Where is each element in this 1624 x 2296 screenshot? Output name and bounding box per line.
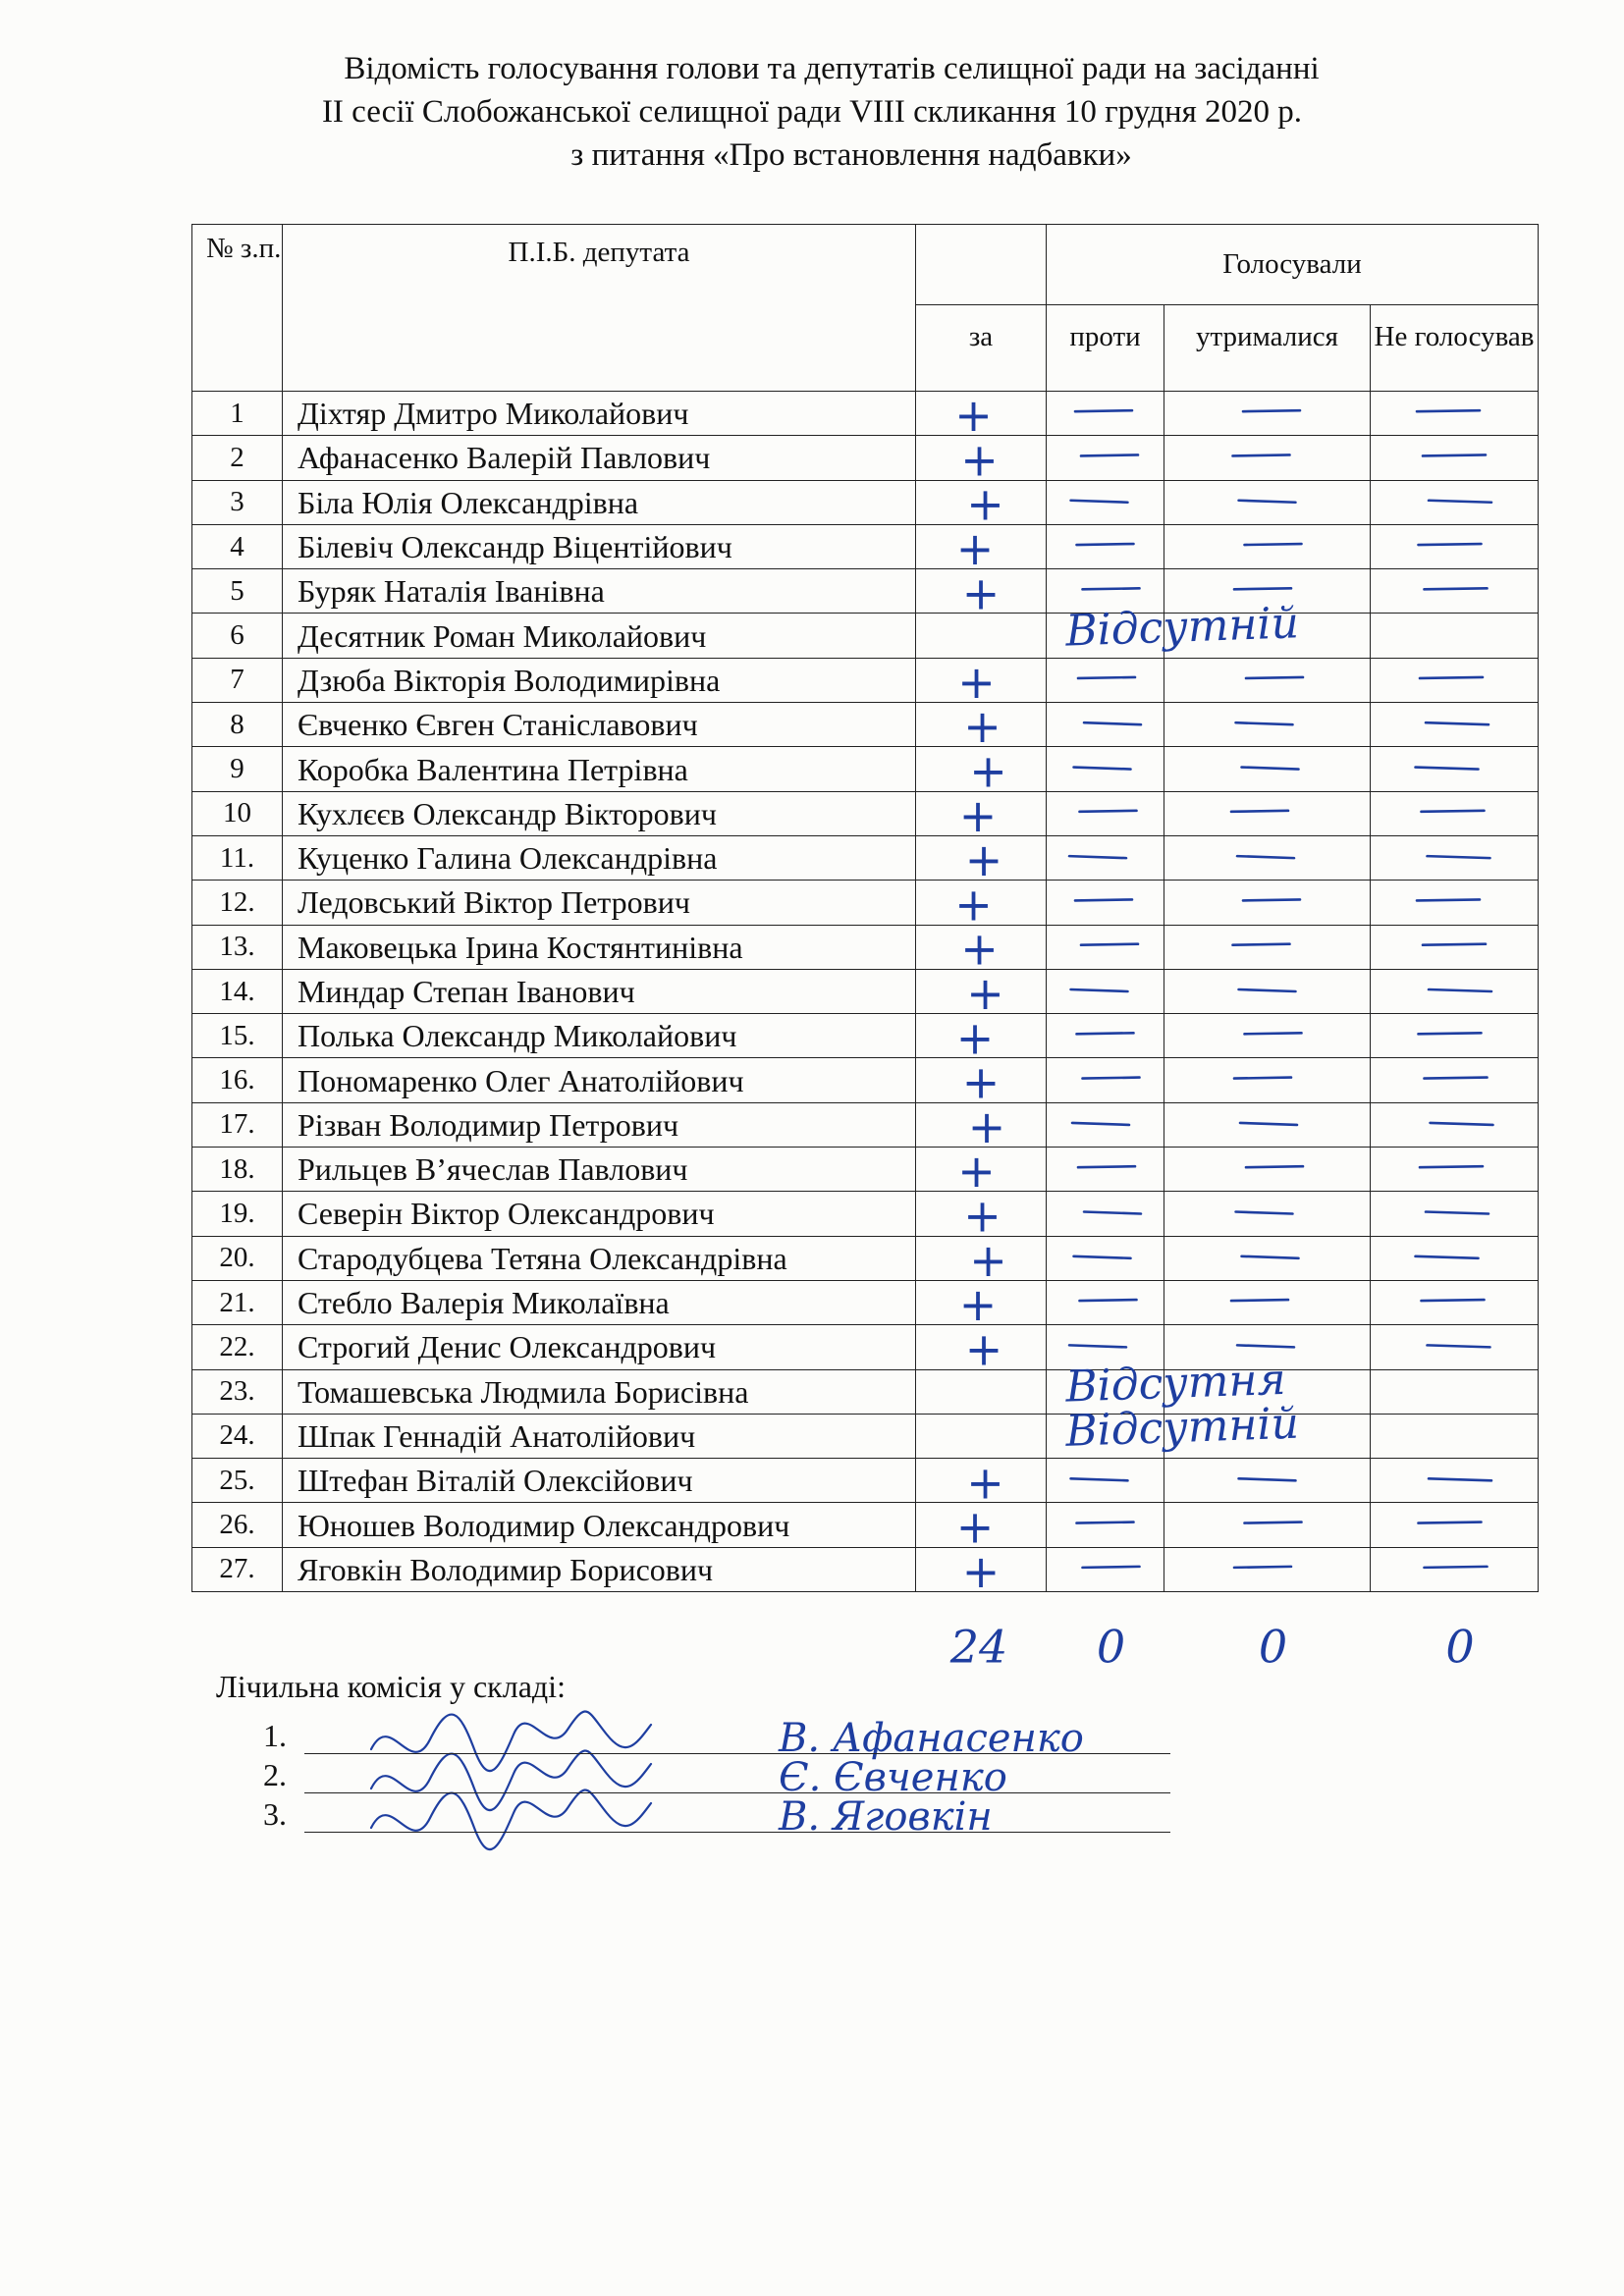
row-number: 16.: [192, 1058, 283, 1102]
signature-underline: [304, 1832, 1170, 1833]
row-number: 26.: [192, 1503, 283, 1547]
deputy-name: Штефан Віталій Олексійович: [283, 1459, 916, 1503]
vote-mark-dash: [1069, 856, 1126, 858]
vote-mark-dash: [1240, 1123, 1297, 1125]
commission-member-name: В. Яговкін: [779, 1794, 993, 1840]
vote-mark-dash: [1428, 1345, 1490, 1347]
commission-member-name: В. Афанасенко: [779, 1716, 1084, 1761]
deputy-name: Куценко Галина Олександрівна: [283, 835, 916, 880]
vote-mark-dash: [1428, 856, 1490, 858]
deputy-name: Кухлєєв Олександр Вікторович: [283, 791, 916, 835]
vote-total-ne_golosuvav: 0: [1445, 1620, 1475, 1674]
vote-mark-for: +: [954, 878, 993, 932]
vote-total-proty: 0: [1096, 1620, 1126, 1674]
header-number: № з.п.: [192, 225, 283, 392]
row-number: 19.: [192, 1192, 283, 1236]
vote-mark-dash: [1234, 588, 1291, 589]
vote-mark-dash: [1245, 544, 1302, 545]
vote-mark-for: +: [954, 389, 993, 443]
deputy-name: Різван Володимир Петрович: [283, 1102, 916, 1147]
vote-mark-dash: [1080, 811, 1137, 812]
deputy-name: Рильцев В’ячеслав Павлович: [283, 1148, 916, 1192]
deputy-name: Діхтяр Дмитро Миколайович: [283, 392, 916, 436]
deputy-name: Десятник Роман Миколайович: [283, 614, 916, 658]
vote-mark-dash: [1075, 899, 1132, 900]
vote-mark-dash: [1074, 768, 1131, 770]
vote-mark-for: +: [967, 1099, 1006, 1153]
commission-member-name: Є. Євченко: [779, 1755, 1007, 1800]
vote-mark-dash: [1243, 410, 1300, 411]
absent-note: Відсутня: [1064, 1354, 1287, 1413]
deputy-name: Стародубцева Тетяна Олександрівна: [283, 1236, 916, 1280]
vote-mark-dash: [1242, 768, 1299, 770]
vote-mark-dash: [1419, 1033, 1482, 1034]
vote-mark-dash: [1416, 1256, 1479, 1258]
vote-mark-dash: [1422, 1300, 1485, 1301]
vote-mark-dash: [1416, 768, 1479, 770]
vote-mark-dash: [1233, 454, 1290, 455]
vote-mark-dash: [1231, 1300, 1288, 1301]
vote-mark-for: +: [963, 1189, 1001, 1243]
deputy-name: Маковецька Ірина Костянтинівна: [283, 925, 916, 969]
signature-underline: [304, 1792, 1170, 1793]
vote-mark-dash: [1425, 1567, 1488, 1568]
vote-mark-for: +: [966, 1456, 1004, 1510]
vote-mark-dash: [1423, 454, 1486, 455]
vote-mark-dash: [1077, 1522, 1134, 1523]
vote-mark-dash: [1246, 1166, 1303, 1167]
vote-mark-dash: [1234, 1078, 1291, 1079]
vote-mark-dash: [1237, 856, 1294, 858]
vote-mark-for: +: [955, 1011, 995, 1065]
vote-mark-for: +: [969, 1233, 1007, 1287]
vote-mark-dash: [1420, 677, 1483, 678]
deputy-name: Дзюба Вікторія Володимирівна: [283, 658, 916, 702]
signature-index: 1.: [263, 1718, 287, 1753]
vote-mark-dash: [1083, 1567, 1140, 1568]
row-number: 10: [192, 791, 283, 835]
signature-underline: [304, 1753, 1170, 1754]
absent-note: Відсутній: [1064, 598, 1300, 657]
vote-mark-for: +: [960, 922, 999, 976]
title-line-2: ІІ сесії Слобожанської селищної ради VIII скликання 10 грудня 2020 р.: [321, 94, 1303, 130]
deputy-name: Шпак Геннадій Анатолійович: [283, 1414, 916, 1458]
row-number: 11.: [192, 835, 283, 880]
row-number: 24.: [192, 1414, 283, 1458]
vote-mark-dash: [1083, 1078, 1140, 1079]
vote-mark-dash: [1078, 677, 1135, 678]
deputy-name: Строгий Денис Олександрович: [283, 1325, 916, 1369]
vote-mark-dash: [1074, 1256, 1131, 1258]
row-number: 22.: [192, 1325, 283, 1369]
vote-mark-dash: [1420, 1166, 1483, 1167]
vote-mark-dash: [1239, 1478, 1296, 1480]
vote-mark-dash: [1419, 1522, 1482, 1523]
header-deputy-name: П.І.Б. депутата: [283, 225, 916, 392]
vote-mark-for: +: [966, 477, 1004, 531]
vote-mark-dash: [1243, 899, 1300, 900]
vote-mark-dash: [1071, 989, 1128, 991]
vote-mark-dash: [1080, 1300, 1137, 1301]
header-voted: Голосували: [1047, 225, 1539, 305]
deputy-name: Стебло Валерія Миколаївна: [283, 1280, 916, 1324]
row-number: 18.: [192, 1148, 283, 1192]
vote-mark-dash: [1237, 1345, 1294, 1347]
vote-mark-for: +: [961, 1544, 1001, 1598]
row-number: 4: [192, 524, 283, 568]
vote-mark-dash: [1429, 1478, 1491, 1480]
row-number: 20.: [192, 1236, 283, 1280]
row-number: 23.: [192, 1369, 283, 1414]
row-number: 17.: [192, 1102, 283, 1147]
deputy-name: Миндар Степан Іванович: [283, 969, 916, 1013]
row-number: 7: [192, 658, 283, 702]
vote-mark-for: +: [955, 1500, 995, 1554]
vote-mark-for: +: [966, 967, 1004, 1021]
row-number: 21.: [192, 1280, 283, 1324]
vote-total-utrymalysia: 0: [1258, 1620, 1288, 1674]
vote-mark-dash: [1426, 722, 1489, 724]
row-number: 3: [192, 480, 283, 524]
deputy-name: Ледовський Віктор Петрович: [283, 881, 916, 925]
vote-mark-dash: [1234, 1567, 1291, 1568]
row-number: 9: [192, 747, 283, 791]
vote-total-za: 24: [949, 1620, 1008, 1674]
vote-mark-dash: [1423, 944, 1486, 945]
deputy-name: Афанасенко Валерій Павлович: [283, 436, 916, 480]
vote-mark-for: +: [961, 1055, 1001, 1109]
deputy-name: Северін Віктор Олександрович: [283, 1192, 916, 1236]
deputy-name: Євченко Євген Станіславович: [283, 703, 916, 747]
vote-mark-dash: [1431, 1123, 1493, 1125]
vote-mark-dash: [1083, 588, 1140, 589]
vote-mark-dash: [1081, 454, 1138, 455]
vote-mark-dash: [1078, 1166, 1135, 1167]
vote-mark-dash: [1245, 1033, 1302, 1034]
deputy-name: Томашевська Людмила Борисівна: [283, 1369, 916, 1414]
vote-mark-for: +: [963, 700, 1001, 754]
vote-mark-for: +: [958, 1278, 998, 1332]
row-number: 8: [192, 703, 283, 747]
row-number: 14.: [192, 969, 283, 1013]
vote-mark-dash: [1072, 1123, 1129, 1125]
signature-index: 2.: [263, 1757, 287, 1792]
vote-mark-dash: [1084, 722, 1141, 724]
row-number: 6: [192, 614, 283, 658]
deputy-name: Біла Юлія Олександрівна: [283, 480, 916, 524]
commission-label: Лічильна комісія у складі:: [216, 1669, 566, 1704]
row-number: 27.: [192, 1547, 283, 1591]
vote-mark-for: +: [964, 1322, 1003, 1376]
vote-mark-dash: [1425, 1078, 1488, 1079]
vote-mark-dash: [1077, 544, 1134, 545]
title-line-1: Відомість голосування голови та депутатів селищної ради на засіданні: [344, 51, 1320, 86]
deputy-name: Білевіч Олександр Віцентійович: [283, 524, 916, 568]
vote-mark-for: +: [960, 433, 999, 487]
deputy-name: Яговкін Володимир Борисович: [283, 1547, 916, 1591]
vote-mark-dash: [1233, 944, 1290, 945]
vote-mark-dash: [1246, 677, 1303, 678]
vote-mark-dash: [1417, 899, 1480, 900]
vote-mark-dash: [1075, 410, 1132, 411]
signature-index: 3.: [263, 1796, 287, 1832]
vote-mark-for: +: [964, 833, 1003, 887]
vote-mark-dash: [1231, 811, 1288, 812]
vote-mark-for: +: [955, 522, 995, 576]
header-not-voted: Не голосував: [1371, 305, 1539, 392]
vote-mark-dash: [1429, 501, 1491, 503]
vote-mark-dash: [1071, 1478, 1128, 1480]
row-number: 25.: [192, 1459, 283, 1503]
row-number: 2: [192, 436, 283, 480]
vote-mark-dash: [1069, 1345, 1126, 1347]
vote-mark-for: +: [957, 655, 996, 709]
vote-mark-dash: [1422, 811, 1485, 812]
vote-mark-dash: [1236, 1211, 1293, 1213]
vote-mark-dash: [1071, 501, 1128, 503]
vote-mark-for: +: [969, 744, 1007, 798]
vote-mark-dash: [1419, 544, 1482, 545]
row-number: 1: [192, 392, 283, 436]
title-line-3: з питання «Про встановлення надбавки»: [570, 137, 1132, 173]
vote-mark-dash: [1081, 944, 1138, 945]
row-number: 15.: [192, 1014, 283, 1058]
deputy-name: Юношев Володимир Олександрович: [283, 1503, 916, 1547]
vote-mark-dash: [1242, 1256, 1299, 1258]
vote-mark-dash: [1236, 722, 1293, 724]
deputy-name: Буряк Наталія Іванівна: [283, 569, 916, 614]
header-against: проти: [1047, 305, 1164, 392]
handwritten-signature: [371, 1750, 651, 1810]
vote-mark-dash: [1239, 989, 1296, 991]
vote-mark-dash: [1239, 501, 1296, 503]
vote-mark-for: +: [958, 788, 998, 842]
vote-mark-dash: [1077, 1033, 1134, 1034]
deputy-name: Пономаренко Олег Анатолійович: [283, 1058, 916, 1102]
vote-mark-for: +: [961, 566, 1001, 620]
vote-mark-for: +: [957, 1145, 996, 1199]
handwritten-signature: [371, 1711, 651, 1771]
deputy-name: Коробка Валентина Петрівна: [283, 747, 916, 791]
header-for: за: [916, 305, 1047, 392]
vote-mark-dash: [1084, 1211, 1141, 1213]
deputy-name: Полька Олександр Миколайович: [283, 1014, 916, 1058]
header-abstained: утрималися: [1164, 305, 1371, 392]
vote-mark-dash: [1425, 588, 1488, 589]
vote-mark-dash: [1429, 989, 1491, 991]
absent-note: Відсутній: [1064, 1398, 1300, 1457]
row-number: 13.: [192, 925, 283, 969]
vote-mark-dash: [1417, 410, 1480, 411]
vote-mark-dash: [1426, 1211, 1489, 1213]
row-number: 5: [192, 569, 283, 614]
vote-mark-dash: [1245, 1522, 1302, 1523]
row-number: 12.: [192, 881, 283, 925]
handwritten-signature: [371, 1789, 651, 1849]
